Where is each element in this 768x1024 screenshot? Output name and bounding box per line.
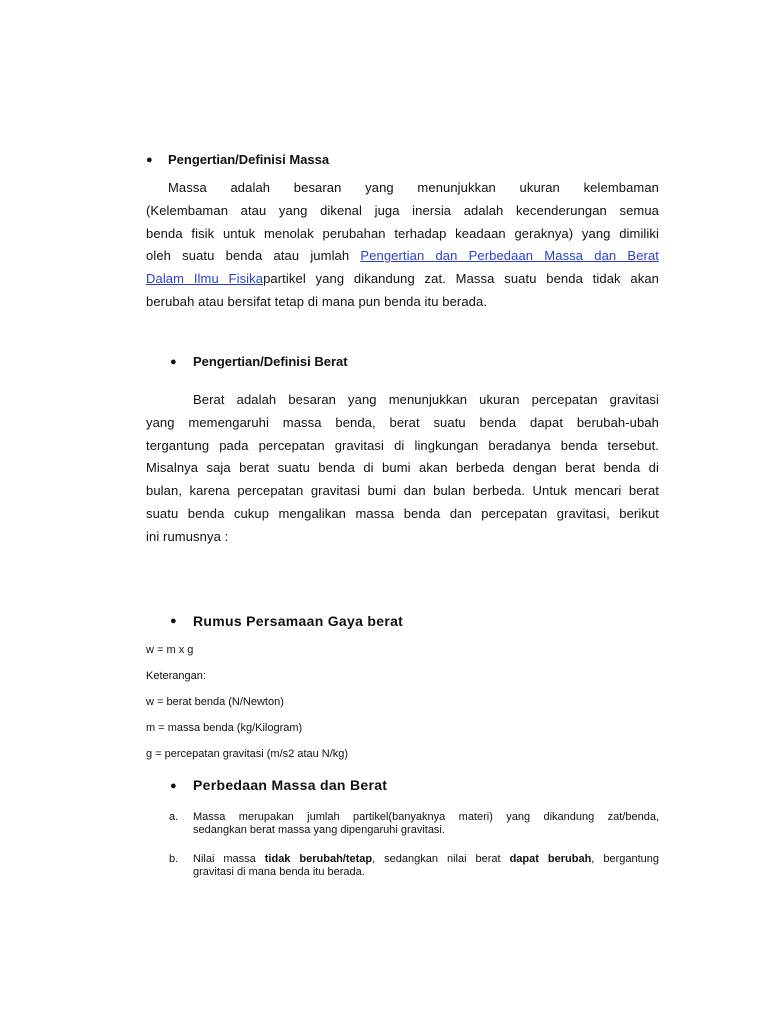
list-item: [169, 853, 659, 881]
text-line: yang memengaruhi massa benda, berat suatu benda dapat berubah-ubah: [146, 414, 659, 430]
bold-text: dapat berubah: [509, 853, 592, 865]
definition-g: g = percepatan gravitasi (m/s2 atau N/kg): [146, 748, 349, 760]
section-title-massa: Pengertian/Definisi Massa: [168, 152, 330, 167]
article-link-continued[interactable]: Dalam Ilmu Fisika: [146, 271, 264, 287]
keterangan-label: Keterangan:: [146, 670, 206, 682]
section-title-perbedaan: Perbedaan Massa dan Berat: [193, 777, 388, 793]
text-line: berubah atau bersifat tetap di mana pun benda itu berada.: [146, 293, 488, 309]
text-line: Misalnya saja berat suatu benda di bumi akan berbeda dengan berat benda di: [146, 460, 659, 476]
bullet-icon: ●: [170, 356, 177, 368]
definition-m: m = massa benda (kg/Kilogram): [146, 722, 303, 734]
text-line-with-link: [146, 268, 659, 291]
bullet-icon: ●: [170, 615, 177, 627]
text-fragment: oleh suatu benda atau jumlah: [146, 248, 350, 264]
list-marker: a.: [169, 811, 179, 823]
paragraph-berat: [146, 389, 659, 549]
list-item-text: [193, 853, 659, 878]
text-line: tergantung pada percepatan gravitasi di lingkungan beradanya benda tersebut.: [146, 437, 659, 453]
paragraph-massa: [146, 177, 659, 314]
bullet-icon: ●: [146, 154, 153, 166]
text-line: [193, 853, 659, 866]
text-line: suatu benda cukup mengalikan massa benda dan percepatan gravitasi, berikut: [146, 505, 659, 521]
text-line: gravitasi di mana benda itu berada.: [193, 865, 365, 878]
text-fragment: , sedangkan nilai berat: [372, 853, 510, 865]
section-title-rumus: Rumus Persamaan Gaya berat: [193, 613, 404, 629]
text-line: bulan, karena percepatan gravitasi bumi dan bulan berbeda. Untuk mencari berat: [146, 483, 659, 499]
list-marker: b.: [169, 853, 179, 865]
formula: w = m x g: [146, 644, 194, 656]
article-link[interactable]: Pengertian dan Perbedaan Massa dan Berat: [360, 248, 660, 264]
list-item-text: [193, 811, 659, 836]
text-line: sedangkan berat massa yang dipengaruhi gravitasi.: [193, 823, 445, 836]
text-fragment: , bergantung: [591, 853, 659, 865]
text-line: (Kelembaman atau yang dikenal juga inersia adalah kecenderungan semua: [146, 202, 659, 218]
bullet-icon: ●: [170, 780, 177, 792]
text-line: Massa adalah besaran yang menunjukkan ukuran kelembaman: [168, 180, 659, 195]
text-fragment: partikel yang dikandung zat. Massa suatu benda tidak akan: [263, 271, 659, 287]
text-line: Berat adalah besaran yang menunjukkan ukuran percepatan gravitasi: [193, 392, 659, 407]
section-title-berat: Pengertian/Definisi Berat: [193, 354, 348, 369]
text-line: benda fisik untuk menolak perubahan terhadap keadaan geraknya) yang dimiliki: [146, 225, 659, 241]
text-line-with-link: [146, 245, 659, 268]
list-item: [169, 811, 659, 839]
text-line: ini rumusnya :: [146, 528, 229, 544]
text-fragment: Nilai massa: [193, 853, 265, 865]
text-line: Massa merupakan jumlah partikel(banyaknya materi) yang dikandung zat/benda,: [193, 811, 659, 823]
bold-text: tidak berubah/tetap: [264, 853, 373, 865]
definition-w: w = berat benda (N/Newton): [146, 696, 284, 708]
